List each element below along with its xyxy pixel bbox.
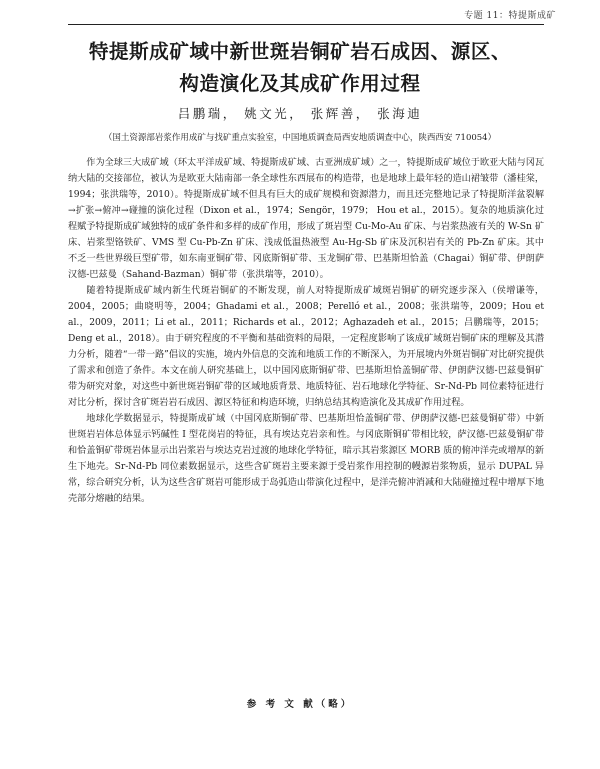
running-header: 专题 11：特提斯成矿	[464, 11, 556, 21]
references-heading: 参 考 文 献（略）	[246, 699, 354, 710]
title-line-1: 特提斯成矿域中新世斑岩铜矿岩石成因、源区、	[88, 40, 512, 63]
paragraph-2: 随着特提斯成矿域内新生代斑岩铜矿的不断发现，前人对特提斯成矿域斑岩铜矿的研究逐步深入（侯增谦等，2004，2005；曲晓明等，2004；Ghadami et al.，2008；Perelló et al.，2008；张洪瑞等，2009；Hou et al.，2009，2011；Li et al.，2011；Richards et al.，2012；Aghazadeh et al.，2015；吕鹏瑞等，2015；Deng et al.，2018）。由于研究程度的不平衡和基础资料的局限，一定程度影响了该成矿域斑岩铜矿床的理解及其潜力分析，随着“一带一路”倡议的实施，境内外信息的交流和地质工作的不断深入，为开展境内外斑岩铜矿对比研究提供了需求和创造了条件。本文在前人研究基础上，以中国冈底斯铜矿带、巴基斯坦恰盖铜矿带、伊朗萨汉德-巴兹曼铜矿带为研究对象，对这些中新世斑岩铜矿带的区域地质背景、地质特征、岩石地球化学特征、Sr-Nd-Pb 同位素特征进行对比分析，探讨含矿斑岩岩石成因、源区特征和构造环境，归纳总结其构造演化及其成矿作用过程。	[68, 286, 544, 408]
title-line-2: 构造演化及其成矿作用过程	[179, 72, 421, 95]
affiliation: （国土资源部岩浆作用成矿与找矿重点实验室，中国地质调查局西安地质调查中心，陕西西安 710054）	[103, 133, 497, 143]
abstract-body	[68, 155, 544, 507]
header-rule	[68, 24, 544, 25]
paragraph-3: 地球化学数据显示，特提斯成矿域（中国冈底斯铜矿带、巴基斯坦恰盖铜矿带、伊朗萨汉德-巴兹曼铜矿带）中新世斑岩岩体总体显示钙碱性 I 型花岗岩的特征，具有埃达克岩亲和性。与冈底斯铜矿带相比较，萨汉德-巴兹曼铜矿带和恰盖铜矿带斑岩体显示出岩浆岩与埃达克岩过渡的地球化学特征，暗示其岩浆源区 MORB 质的俯冲洋壳或增厚的新生下地壳。Sr-Nd-Pb 同位素数据显示，这些含矿斑岩主要来源于受岩浆作用控制的幔源岩浆物质，显示 DUPAL 异常，综合研究分析，认为这些含矿斑岩可能形成于岛弧造山带演化过程中，是洋壳俯冲消减和大陆碰撞过程中增厚下地壳部分熔融的结果。	[68, 414, 544, 504]
paper-title	[48, 36, 552, 100]
author-list: 吕鹏瑞， 姚文光， 张辉善， 张海迪	[177, 106, 423, 121]
paragraph-1: 作为全球三大成矿域（环太平洋成矿域、特提斯成矿域、古亚洲成矿域）之一，特提斯成矿域位于欧亚大陆与冈瓦纳大陆的交接部位，被认为是欧亚大陆南部一条全球性东西展布的构造带，也是地球上最年轻的造山裙皱带（潘桂棠，1994；张洪瑞等，2010）。特提斯成矿域不但具有巨大的成矿规模和资源潜力，而且还完整地记录了特提斯洋盆裂解→扩张→俯冲→碰撞的演化过程（Dixon et al.，1974；Sengör，1979； Hou et al.，2015）。复杂的地质演化过程赋予特提斯成矿域独特的成矿条件和多样的成矿作用，形成了斑岩型 Cu-Mo-Au 矿床、与岩浆热液有关的 W-Sn 矿床、岩浆型铬铁矿、VMS 型 Cu-Pb-Zn 矿床、浅成低温热液型 Au-Hg-Sb 矿床及沉积岩有关的 Pb-Zn 矿床。其中不乏一些世界级巨型矿带，如东南亚铜矿带、冈底斯铜矿带、玉龙铜矿带、巴基斯坦恰盖（Chagai）铜矿带、伊朗萨汉德-巴兹曼（Sahand-Bazman）铜矿带（张洪瑞等，2010）。	[68, 158, 544, 280]
